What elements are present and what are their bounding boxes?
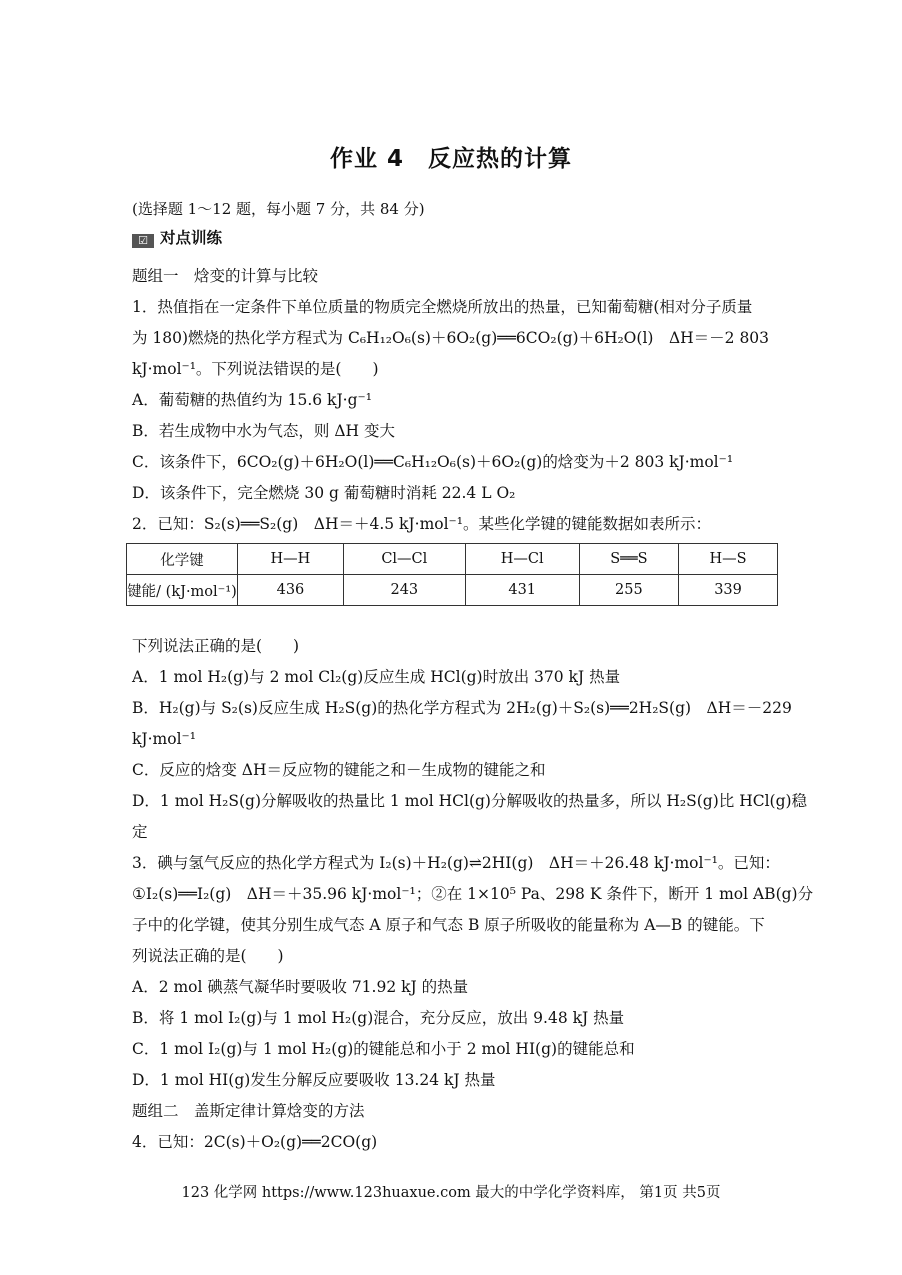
table-cell: S══S xyxy=(579,544,678,575)
table-cell: Cl—Cl xyxy=(343,544,465,575)
table-cell: 431 xyxy=(465,575,579,606)
question-3-line-4: 列说法正确的是( ) xyxy=(132,947,284,965)
question-1-line-2: 为 180)燃烧的热化学方程式为 C₆H₁₂O₆(s)＋6O₂(g)══6CO₂(g)＋6H₂O(l) ΔH＝－2 803 xyxy=(132,329,770,347)
table-cell: 243 xyxy=(343,575,465,606)
question-1-option-c: C．该条件下，6CO₂(g)＋6H₂O(l)══C₆H₁₂O₆(s)＋6O₂(g)的焓变为＋2 803 kJ·mol⁻¹ xyxy=(132,453,734,471)
table-cell: 339 xyxy=(679,575,778,606)
question-1-option-a: A．葡萄糖的热值约为 15.6 kJ·g⁻¹ xyxy=(132,391,372,409)
table-row xyxy=(127,544,778,575)
question-1-option-d: D．该条件下，完全燃烧 30 g 葡萄糖时消耗 22.4 L O₂ xyxy=(132,484,516,502)
section-label: 对点训练 xyxy=(160,229,223,247)
question-1-line-1: 1．热值指在一定条件下单位质量的物质完全燃烧所放出的热量，已知葡萄糖(相对分子质量 xyxy=(132,298,753,316)
question-3-line-2: ①I₂(s)══I₂(g) ΔH＝＋35.96 kJ·mol⁻¹；②在 1×10⁵ Pa、298 K 条件下，断开 1 mol AB(g)分 xyxy=(132,885,814,903)
question-2-line-1: 2．已知：S₂(s)══S₂(g) ΔH＝＋4.5 kJ·mol⁻¹。某些化学键的键能数据如表所示： xyxy=(132,515,711,533)
table-cell: H—S xyxy=(679,544,778,575)
question-3-line-1: 3．碘与氢气反应的热化学方程式为 I₂(s)＋H₂(g)⇌2HI(g) ΔH＝＋26.48 kJ·mol⁻¹。已知： xyxy=(132,854,780,872)
table-cell: 436 xyxy=(238,575,344,606)
section-heading xyxy=(132,228,222,248)
question-2-option-d-line-1: D．1 mol H₂S(g)分解吸收的热量比 1 mol HCl(g)分解吸收的热量多，所以 H₂S(g)比 HCl(g)稳 xyxy=(132,792,808,810)
bond-energy-table xyxy=(126,543,778,606)
table-cell: H—Cl xyxy=(465,544,579,575)
question-2-option-b-line-2: kJ·mol⁻¹ xyxy=(132,730,196,748)
score-note: (选择题 1～12 题，每小题 7 分，共 84 分) xyxy=(132,200,425,218)
question-3-option-a: A．2 mol 碘蒸气凝华时要吸收 71.92 kJ 的热量 xyxy=(132,978,469,996)
question-3-option-c: C．1 mol I₂(g)与 1 mol H₂(g)的键能总和小于 2 mol HI(g)的键能总和 xyxy=(132,1040,635,1058)
question-3-option-d: D．1 mol HI(g)发生分解反应要吸收 13.24 kJ 热量 xyxy=(132,1071,496,1089)
question-1-line-3: kJ·mol⁻¹。下列说法错误的是( ) xyxy=(132,360,379,378)
table-cell: H—H xyxy=(238,544,344,575)
question-1-option-b: B．若生成物中水为气态，则 ΔH 变大 xyxy=(132,422,395,440)
table-cell: 键能/ (kJ·mol⁻¹) xyxy=(127,575,238,606)
table-cell: 化学键 xyxy=(127,544,238,575)
page-footer: 123 化学网 https://www.123huaxue.com 最大的中学化学资料库， 第1页 共5页 xyxy=(181,1185,721,1201)
page-title: 作业 4 反应热的计算 xyxy=(329,146,572,172)
table-cell: 255 xyxy=(579,575,678,606)
table-row xyxy=(127,575,778,606)
question-2-option-a: A．1 mol H₂(g)与 2 mol Cl₂(g)反应生成 HCl(g)时放出 370 kJ 热量 xyxy=(132,668,621,686)
group-heading-1: 题组一 焓变的计算与比较 xyxy=(132,267,319,285)
question-2-prompt: 下列说法正确的是( ) xyxy=(132,637,300,655)
question-3-line-3: 子中的化学键，使其分别生成气态 A 原子和气态 B 原子所吸收的能量称为 A—B 的键能。下 xyxy=(132,916,765,934)
question-2-option-d-line-2: 定 xyxy=(132,823,148,841)
question-2-option-c: C．反应的焓变 ΔH＝反应物的键能之和－生成物的键能之和 xyxy=(132,761,546,779)
group-heading-2: 题组二 盖斯定律计算焓变的方法 xyxy=(132,1102,365,1120)
question-2-option-b-line-1: B．H₂(g)与 S₂(s)反应生成 H₂S(g)的热化学方程式为 2H₂(g)＋S₂(s)══2H₂S(g) ΔH＝－229 xyxy=(132,699,792,717)
question-3-option-b: B．将 1 mol I₂(g)与 1 mol H₂(g)混合，充分反应，放出 9.48 kJ 热量 xyxy=(132,1009,625,1027)
question-4-line-1: 4．已知：2C(s)＋O₂(g)══2CO(g) xyxy=(132,1133,378,1151)
check-icon: ☑ xyxy=(132,234,154,248)
